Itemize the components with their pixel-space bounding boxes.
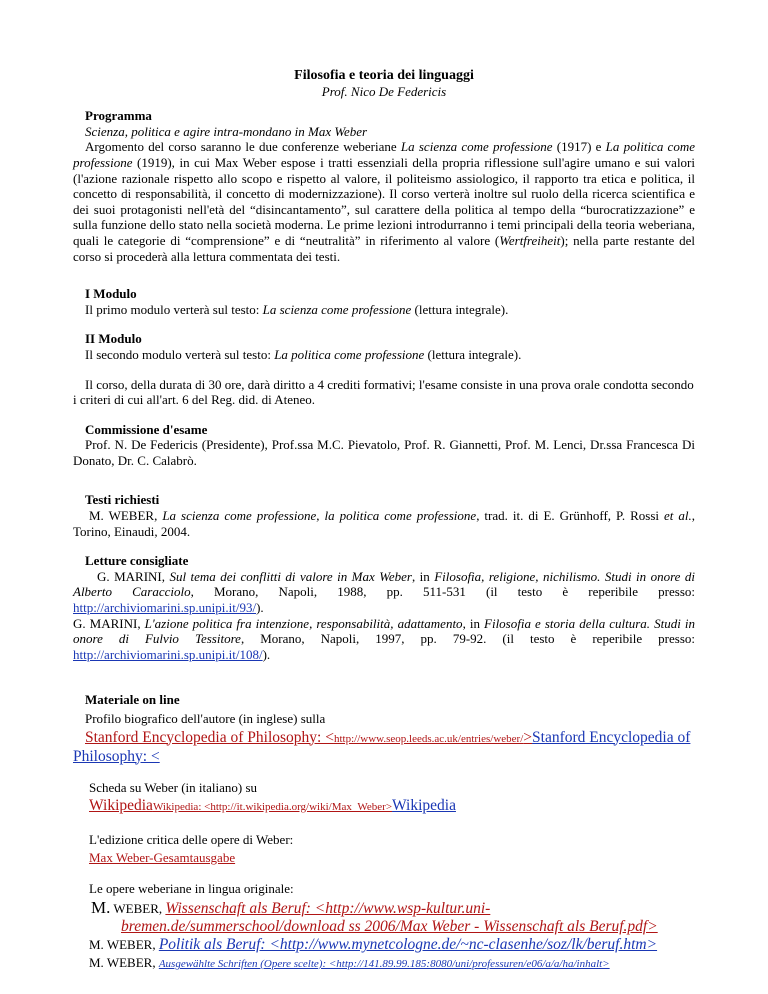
document-title: Filosofia e teoria dei linguaggi	[294, 68, 474, 83]
letture-section	[73, 553, 695, 662]
lettura-2: G. MARINI, L'azione politica fra intenzione, responsabilità, adattamento, in Filosofia e storia della cultura. Studi in onore di Fulvio Tessitore, Morano, Napoli, 1997, pp. 79-92. (il testo è reperibile presso: http://archiviomarini.sp.unipi.it/108/).	[73, 615, 695, 662]
opera-2: M. WEBER, Politik als Beruf: <http://www.mynetcologne.de/~nc-clasenhe/soz/lk/beruf.htm>	[89, 935, 658, 953]
commissione-heading: Commissione d'esame	[85, 421, 208, 437]
originale-label: Le opere weberiane in lingua originale:	[89, 881, 294, 897]
opera-1: M. WEBER, Wissenschaft als Beruf: <http://www.wsp-kultur.uni-bremen.de/summerschool/download ss 2006/Max Weber - Wissenschaft als Beruf.pdf>	[91, 897, 658, 935]
testi-heading: Testi richiesti	[85, 492, 160, 508]
modulo-2-heading: II Modulo	[85, 331, 142, 347]
opera-3-link[interactable]: Ausgewählte Schriften (Opere scelte): <http://141.89.99.185:8080/uni/professuren/e06/a/a/ha/inhalt>	[158, 957, 610, 970]
modulo-1-heading: I Modulo	[85, 286, 137, 302]
programma-heading: Programma	[85, 108, 152, 124]
document-subtitle: Prof. Nico De Federicis	[321, 83, 447, 99]
commissione-section	[73, 422, 695, 469]
modulo-2-text: Il secondo modulo verterà sul testo: La politica come professione (lettura integrale).	[85, 346, 522, 362]
testi-text: M. WEBER, La scienza come professione, la politica come professione, trad. it. di E. Grünhoff, P. Rossi et al., Torino, Einaudi, 2004.	[73, 508, 695, 539]
lettura-2-link[interactable]: http://archiviomarini.sp.unipi.it/108/	[73, 646, 263, 662]
programma-topic: Scienza, politica e agire intra-mondano in Max Weber	[85, 123, 368, 139]
lettura-1: G. MARINI, Sul tema dei conflitti di valore in Max Weber, in Filosofia, religione, nichilismo. Studi in onore di Alberto Caracciolo, Morano, Napoli, 1988, pp. 511-531 (il testo è reperibile presso: http://archiviomarini.sp.unipi.it/93/).	[73, 568, 695, 616]
opera-2-link[interactable]: Politik als Beruf: <http://www.mynetcologne.de/~nc-clasenhe/soz/lk/beruf.htm>	[158, 935, 658, 953]
modulo-2-section	[73, 331, 695, 362]
testi-section	[73, 492, 695, 539]
lettura-1-link[interactable]: http://archiviomarini.sp.unipi.it/93/	[73, 600, 257, 616]
scheda-label: Scheda su Weber (in italiano) su	[89, 779, 258, 795]
modulo-1-text: Il primo modulo verterà sul testo: La scienza come professione (lettura integrale).	[85, 301, 509, 317]
opera-3: M. WEBER, Ausgewählte Schriften (Opere scelte): <http://141.89.99.185:8080/uni/professuren/e06/a/a/ha/inhalt>	[89, 954, 610, 970]
wikipedia-link[interactable]: WikipediaWikipedia: <http://it.wikipedia.org/wiki/Max_Weber>	[89, 797, 393, 815]
stanford-entry	[73, 729, 695, 766]
stanford-link-2[interactable]: Stanford Encyclopedia of Philosophy: <	[73, 728, 691, 765]
opera-1-link[interactable]: Wissenschaft als Beruf: <http://www.wsp-kultur.uni-bremen.de/summerschool/download ss 2006/Max Weber - Wissenschaft als Beruf.pdf>	[121, 899, 658, 935]
wikipedia-link-2[interactable]: Wikipedia	[392, 797, 456, 815]
programma-text: Argomento del corso saranno le due conferenze weberiane La scienza come professione (1917) e La politica come professione (1919), in cui Max Weber espose i tratti essenziali della propria riflessione sull'agire umano e sui valori (l'azione razionale rispetto allo scopo e rispetto al valore, il politeismo assiologico, il rapporto tra etica e politica, il concetto di responsabilità, il concetto di modernizzazione). Il corso verterà inoltre sul ruolo della ricerca scientifica e dei suoi protagonisti nell'età del “disincantamento”, sul carattere della politica al tempo della “burocratizzazione” e sulla funzione dello stato nella società moderna. Le prime lezioni introdurranno i temi principali della teoria weberiana, quali le categorie di “comprensione” e di “neutralità” in riferimento al valore (Wertfreiheit); nella parte restante del corso si procederà alla lettura commentata dei testi.	[73, 139, 695, 264]
materiale-section	[73, 692, 695, 973]
programma-section	[73, 108, 695, 264]
materiale-heading: Materiale on line	[85, 692, 180, 708]
gesamtausgabe-link[interactable]: Max Weber-Gesamtausgabe	[89, 849, 236, 865]
wikipedia-entry	[73, 797, 695, 816]
modulo-1-section	[73, 286, 695, 317]
letture-heading: Letture consigliate	[85, 553, 189, 569]
document-page	[73, 64, 695, 973]
profilo-label: Profilo biografico dell'autore (in inglese) sulla	[85, 711, 326, 726]
commissione-text: Prof. N. De Federicis (Presidente), Prof.ssa M.C. Pievatolo, Prof. R. Giannetti, Prof. M. Lenci, Dr.ssa Francesca Di Donato, Dr. C. Calabrò.	[73, 437, 695, 468]
stanford-link[interactable]: Stanford Encyclopedia of Philosophy: <http://www.seop.leeds.ac.uk/entries/weber/>	[85, 728, 533, 746]
gesamtausgabe-entry	[73, 850, 695, 866]
corso-info: Il corso, della durata di 30 ore, darà diritto a 4 crediti formativi; l'esame consiste in una prova orale condotta secondo i criteri di cui all'art. 6 del Reg. did. di Ateneo.	[73, 376, 694, 408]
edizione-label: L'edizione critica delle opere di Weber:	[89, 832, 294, 848]
